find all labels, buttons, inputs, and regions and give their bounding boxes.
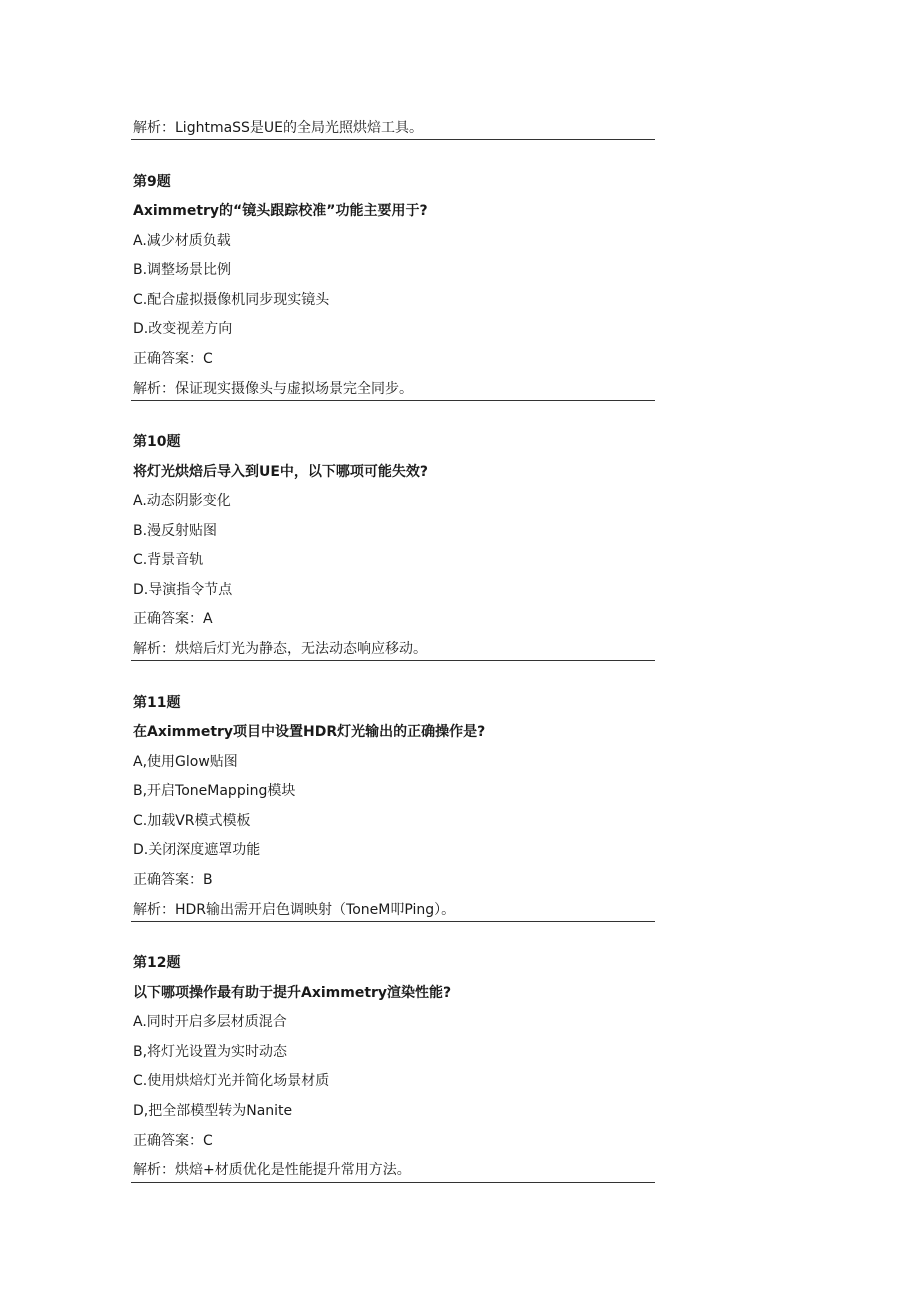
divider: [131, 139, 655, 140]
option-a: A.减少材质负载: [133, 233, 231, 249]
option-c: C.加载VR模式模板: [133, 813, 251, 829]
correct-answer: 正确答案：C: [133, 351, 213, 367]
option-c: C.配合虚拟摄像机同步现实镜头: [133, 292, 330, 308]
divider: [131, 400, 655, 401]
question-text: Aximmetry的“镜头跟踪校准”功能主要用于?: [133, 203, 428, 219]
option-a: A.同时开启多层材质混合: [133, 1014, 287, 1030]
question-text: 在Aximmetry项目中设置HDR灯光输出的正确操作是?: [133, 724, 486, 740]
question-text: 以下哪项操作最有助于提升Aximmetry渲染性能?: [133, 985, 452, 1001]
option-b: B.漫反射贴图: [133, 523, 218, 539]
option-b: B.调整场景比例: [133, 262, 232, 278]
divider: [131, 1182, 655, 1183]
option-d: D.关闭深度遮罩功能: [133, 842, 261, 858]
option-d: D.改变视差方向: [133, 321, 233, 337]
explanation-text: 解析：烘焙+材质优化是性能提升常用方法。: [133, 1162, 411, 1178]
correct-answer: 正确答案：A: [133, 611, 213, 627]
explanation-text: 解析：烘焙后灯光为静态，无法动态响应移动。: [133, 641, 427, 657]
explanation-text: 解析：保证现实摄像头与虚拟场景完全同步。: [133, 381, 413, 397]
question-title: 第12题: [133, 955, 181, 971]
question-title: 第10题: [133, 434, 181, 450]
option-c: C.背景音轨: [133, 552, 204, 568]
explanation-text: 解析：LightmaSS是UE的全局光照烘焙工具。: [133, 120, 424, 136]
option-d: D.导演指令节点: [133, 582, 233, 598]
option-d: D,把全部模型转为Nanite: [133, 1103, 293, 1119]
option-a: A,使用Glow贴图: [133, 754, 238, 770]
option-b: B,将灯光设置为实时动态: [133, 1044, 288, 1060]
option-c: C.使用烘焙灯光并简化场景材质: [133, 1073, 330, 1089]
option-b: B,开启ToneMapping模块: [133, 783, 296, 799]
correct-answer: 正确答案：C: [133, 1133, 213, 1149]
question-text: 将灯光烘焙后导入到UE中，以下哪项可能失效?: [133, 464, 429, 480]
divider: [131, 660, 655, 661]
correct-answer: 正确答案：B: [133, 872, 213, 888]
divider: [131, 921, 655, 922]
question-title: 第9题: [133, 174, 171, 190]
explanation-text: 解析：HDR输出需开启色调映射（ToneM叩Ping）。: [133, 902, 456, 918]
option-a: A.动态阴影变化: [133, 493, 231, 509]
question-title: 第11题: [133, 695, 181, 711]
